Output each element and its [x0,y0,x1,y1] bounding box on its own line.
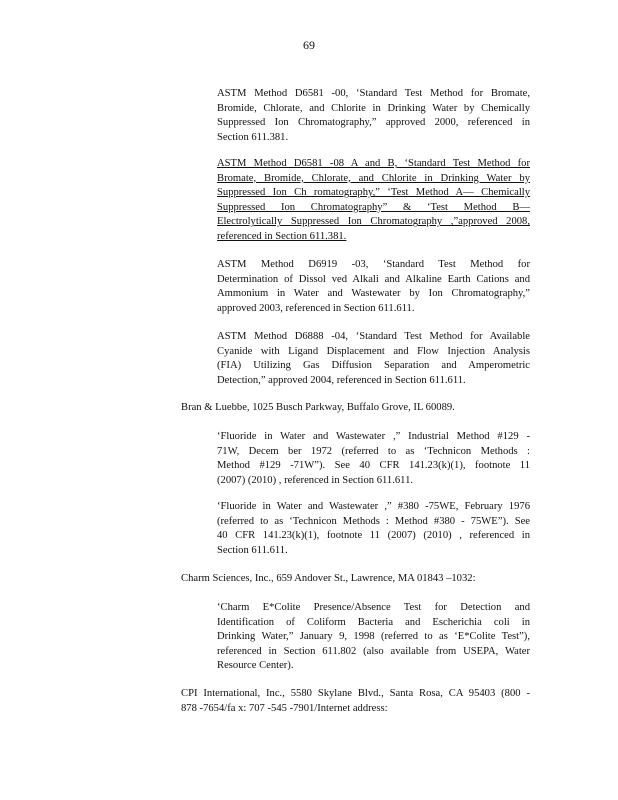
entry-line: ASTM Method D6581 -00, ‘Standard Test Method for Bromate, [217,88,530,99]
entry-line: Bromide, Chlorate, and Chlorite in Drinking Water by Chemically [217,102,530,114]
entry-line: Suppressed Ion Chromatography,” approved 2000, referenced in [217,117,530,129]
entry-line: (2007) (2010) , referenced in Section 611.611. [217,474,414,486]
reference-entry-astm-d6888-04 [217,330,530,388]
entry-line: Cyanide with Ligand Displacement and Flow Injection Analysis [217,345,530,357]
entry-line: 40 CFR 141.23(k)(1), footnote 11 (2007) (2010) , referenced in [217,530,530,542]
reference-entry-charm-ecolite [217,601,530,674]
entry-line: Suppressed Ion Ch romatography,” ‘Test Method A— Chemically [217,187,530,199]
entry-line: Method #129 -71W”). See 40 CFR 141.23(k)(1), footnote 11 [217,460,530,472]
reference-entry-astm-d6581-08 [217,157,530,245]
entry-line: Detection,” approved 2004, referenced in Section 611.611. [217,374,466,386]
entry-line: Resource Center). [217,660,294,672]
reference-entry-astm-d6919-03 [217,258,530,316]
source-heading-bran-luebbe [181,401,530,416]
entry-line: referenced in Section 611.381. [217,230,347,242]
entry-line: approved 2003, referenced in Section 611.611. [217,302,415,314]
entry-line: Bromate, Bromide, Chlorate, and Chlorite in Drinking Water by [217,172,530,184]
entry-line: referenced in Section 611.802 (also available from USEPA, Water [217,645,530,657]
entry-line: Drinking Water,” January 9, 1998 (referred to as ‘E*Colite Test”), [217,631,530,643]
page-number: 69 [303,38,315,52]
entry-line: ‘Fluoride in Water and Wastewater ,” Industrial Method #129 - [217,431,530,442]
entry-line: Bran & Luebbe, 1025 Busch Parkway, Buffalo Grove, IL 60089. [181,402,455,413]
entry-line: ASTM Method D6888 -04, ‘Standard Test Method for Available [217,331,530,342]
entry-line: Determination of Dissol ved Alkali and Alkaline Earth Cations and [217,273,530,285]
entry-line: CPI International, Inc., 5580 Skylane Blvd., Santa Rosa, CA 95403 (800 - [181,688,530,699]
reference-entry-astm-d6581-00 [217,87,530,145]
reference-entry-fluoride-380 [217,500,530,558]
entry-line: ‘Charm E*Colite Presence/Absence Test for Detection and [217,602,530,613]
entry-line: Suppressed Ion Chromatography” & ‘Test Method B— [217,201,530,213]
entry-line: Section 611.611. [217,544,288,556]
entry-line: 878 -7654/fa x: 707 -545 -7901/Internet address: [181,702,388,714]
entry-line: Electrolytically Suppressed Ion Chromatography ,”approved 2008, [217,216,530,228]
entry-line: (referred to as ‘Technicon Methods : Method #380 - 75WE”). See [217,515,530,527]
entry-line: ASTM Method D6581 -08 A and B, ‘Standard Test Method for [217,158,530,169]
entry-line: ‘Fluoride in Water and Wastewater ,” #380 -75WE, February 1976 [217,501,530,512]
entry-line: Charm Sciences, Inc., 659 Andover St., Lawrence, MA 01843 –1032: [181,573,476,584]
entry-line: ASTM Method D6919 -03, ‘Standard Test Method for [217,259,530,270]
source-heading-cpi-international [181,687,530,716]
source-heading-charm-sciences [181,572,530,587]
entry-line: 71W, Decem ber 1972 (referred to as ‘Technicon Methods : [217,445,530,457]
reference-entry-fluoride-129 [217,430,530,488]
entry-line: Section 611.381. [217,131,289,143]
entry-line: (FIA) Utilizing Gas Diffusion Separation and Amperometric [217,360,530,372]
entry-line: Ammonium in Water and Wastewater by Ion Chromatography,” [217,288,530,300]
entry-line: Identification of Coliform Bacteria and Escherichia coli in [217,616,530,628]
